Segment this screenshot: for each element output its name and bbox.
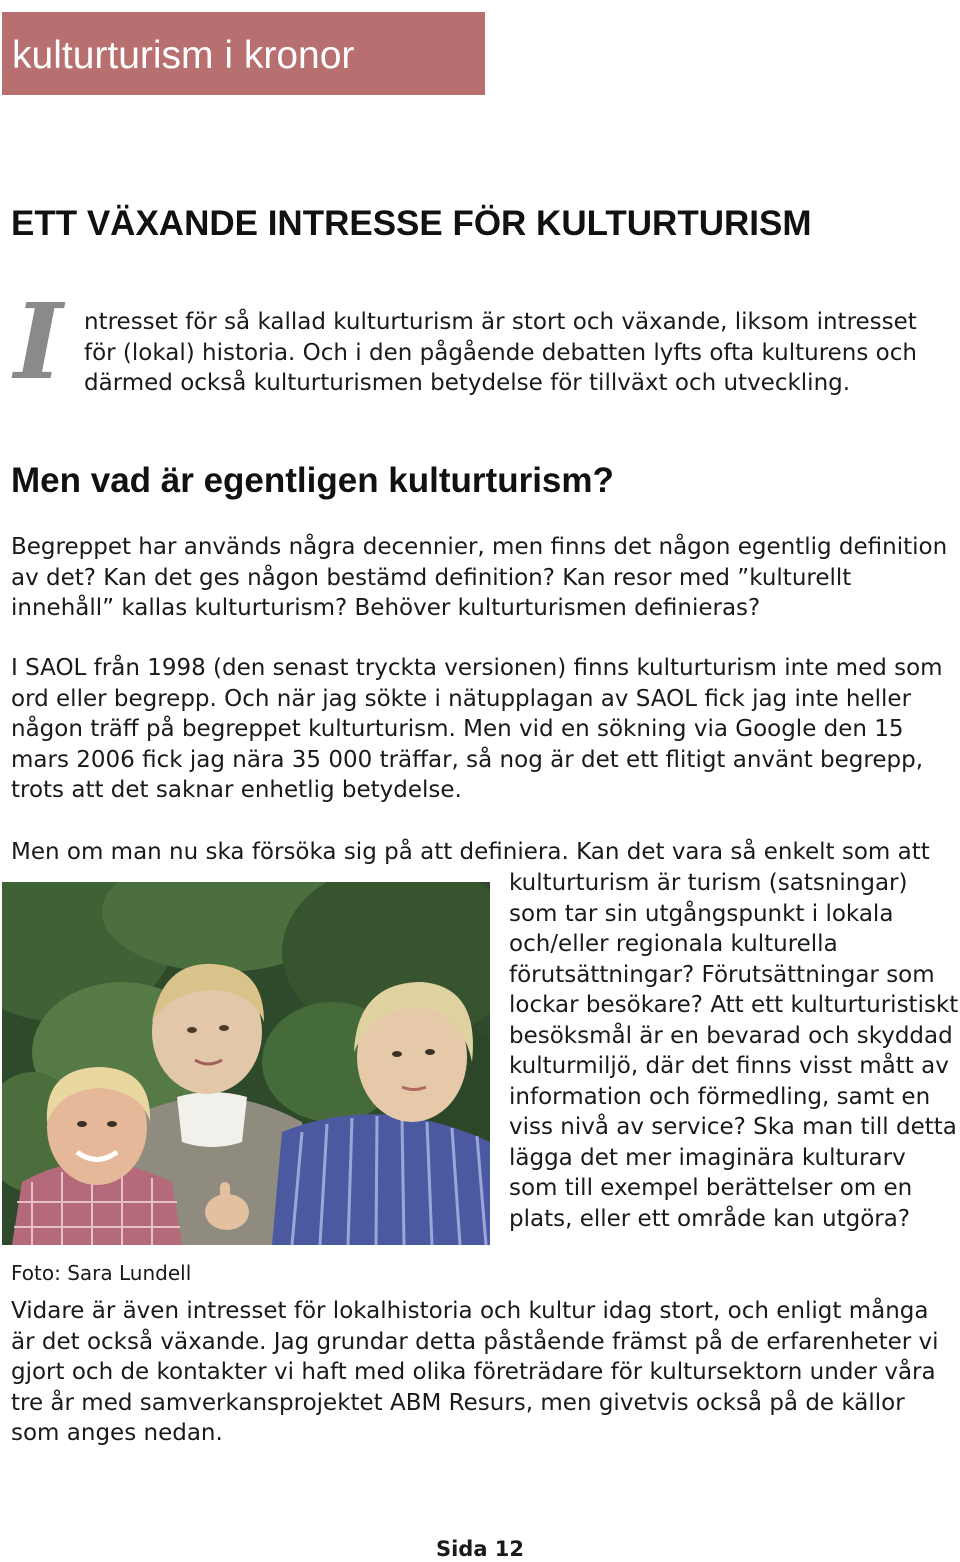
page-number: Sida 12 [435, 1537, 525, 1561]
sub-heading: Men vad är egentligen kulturturism? [11, 461, 614, 500]
body-paragraph-2: I SAOL från 1998 (den senast tryckta versionen) finns kulturturism inte med som ord eller begrepp. Och när jag sökte i nätupplagan av SAOL fick jag inte heller någon träff på begreppet kulturturism. Men vid en sökning via Google den 15 mars 2006 fick jag nära 35 000 träffar, så nog är det ett flitigt använt begrepp, trots att det saknar enhetlig betydelse. [11, 655, 943, 803]
section-title: kulturturism i kronor [12, 34, 355, 77]
drop-cap: I [14, 280, 63, 403]
article-heading: ETT VÄXANDE INTRESSE FÖR KULTURTURISM [11, 204, 812, 243]
body-paragraph-3-lead: Men om man nu ska försöka sig på att definiera. Kan det vara så enkelt som att [11, 839, 930, 865]
photo-illustration [2, 882, 490, 1245]
intro-paragraph: ntresset för så kallad kulturturism är stort och växande, liksom intresset för (lokal) historia. Och i den pågående debatten lyfts ofta kulturens och därmed också kulturturismen betydelse för tillväxt och utveckling. [84, 309, 917, 396]
section-banner [2, 12, 485, 95]
body-paragraph-1: Begreppet har används några decennier, men finns det någon egentlig definition av det? Kan det ges någon bestämd definition? Kan resor med ”kulturellt innehåll” kallas kulturturism? Behöver kulturturismen definieras? [11, 534, 948, 621]
photo-caption: Foto: Sara Lundell [11, 1261, 192, 1285]
body-paragraph-3-side: kulturturism är turism (satsningar) som tar sin utgångspunkt i lokala och/eller regionala kulturella förutsättningar? Förutsättningar som lockar besökare? Att ett kulturturistiskt besöksmål är en bevarad och skyddad kulturmiljö, där det finns visst mått av information och förmedling, samt en viss nivå av service? Ska man till detta lägga det mer imaginära kulturarv som till exempel berättelser om en plats, eller ett område kan utgöra? [509, 870, 959, 1232]
photo-three-children [2, 882, 490, 1245]
body-paragraph-4: Vidare är även intresset för lokalhistoria och kultur idag stort, och enligt många är det också växande. Jag grundar detta påstående främst på de erfarenheter vi gjort och de kontakter vi haft med olika företrädare för kultursektorn under våra tre år med samverkansprojektet ABM Resurs, men givetvis också på de källor som anges nedan. [11, 1298, 939, 1446]
